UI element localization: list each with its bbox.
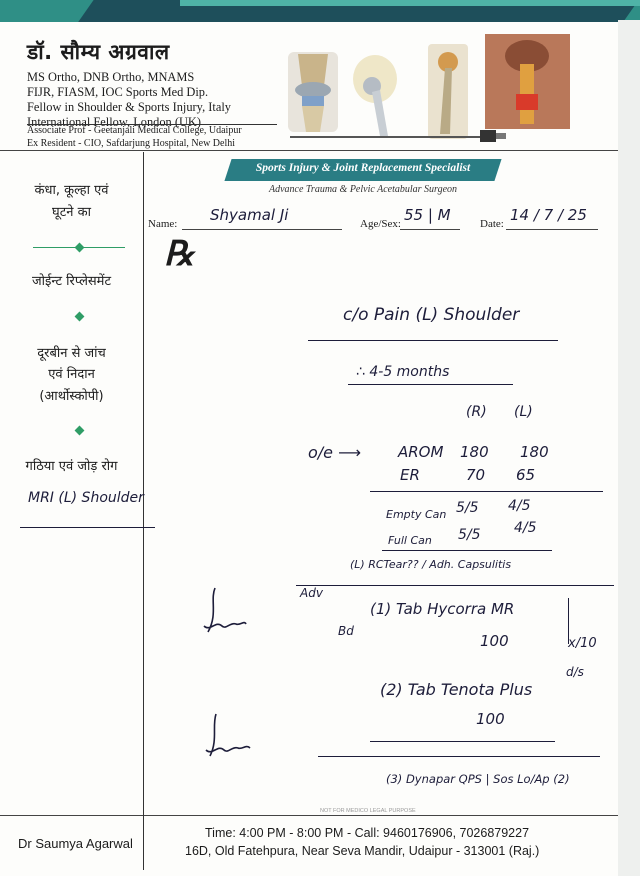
note-underline <box>382 550 552 551</box>
medication-2-duration: d/s <box>566 665 584 679</box>
footer-address: 16D, Old Fatehpura, Near Seva Mandir, Udaipur - 313001 (Raj.) <box>185 844 540 858</box>
note-underline <box>370 491 603 492</box>
full-can-left: 4/5 <box>514 520 537 536</box>
note-underline <box>348 384 513 385</box>
bullet-icon <box>75 426 85 436</box>
date-label: Date: <box>480 218 504 230</box>
qualification-line: MS Ortho, DNB Ortho, MNAMS <box>27 70 195 84</box>
medication-1: (1) Tab Hycorra MR <box>370 600 515 618</box>
note-underline <box>20 527 155 528</box>
empty-can-label: Empty Can <box>386 508 447 521</box>
diagnosis-note: (L) RCTear?? / Adh. Capsulitis <box>350 558 512 571</box>
duration-note: ∴ 4-5 months <box>356 364 450 380</box>
service-label: गठिया एवं जोड़ रोग <box>25 459 118 474</box>
name-label: Name: <box>148 218 178 230</box>
side-left-label: (L) <box>514 404 533 420</box>
service-label: जोईन्ट रिप्लेसमेंट <box>31 274 111 289</box>
service-label: घूटने का <box>52 205 91 220</box>
er-right: 70 <box>466 466 486 484</box>
footer-doctor-name: Dr Saumya Agarwal <box>18 836 133 851</box>
medication-2-dose: 100 <box>476 710 505 728</box>
arom-right: 180 <box>460 443 489 461</box>
rx-icon: ℞ <box>164 236 195 273</box>
signature-icon <box>200 586 250 638</box>
footer-timings: Time: 4:00 PM - 8:00 PM - Call: 9460176906, 7026879227 <box>205 826 530 840</box>
qualification-line: FIJR, FIASM, IOC Sports Med Dip. <box>27 85 209 99</box>
page-edge <box>618 20 640 876</box>
empty-can-left: 4/5 <box>508 498 531 514</box>
date-line <box>506 229 598 230</box>
medication-2: (2) Tab Tenota Plus <box>380 680 533 699</box>
divider <box>0 150 618 151</box>
agesex-label: Age/Sex: <box>360 218 401 230</box>
joint-illustrations <box>280 34 610 144</box>
service-label: (आर्थोस्कोपी) <box>39 389 104 404</box>
spine-illustration-icon <box>485 34 570 129</box>
watermark-text: NOT FOR MEDICO LEGAL PURPOSE <box>320 808 416 814</box>
bullet-icon <box>75 243 85 253</box>
full-can-label: Full Can <box>388 534 432 547</box>
note-underline <box>296 585 614 586</box>
patient-agesex: 55 | M <box>404 206 451 224</box>
position-line: Associate Prof - Geetanjali Medical College, Udaipur <box>27 125 242 136</box>
bracket-line <box>568 598 569 644</box>
arom-label: AROM <box>398 443 444 461</box>
note-underline <box>318 756 600 757</box>
shoulder-implant-icon <box>428 44 468 139</box>
name-line <box>182 229 342 230</box>
position-line: Ex Resident - CIO, Safdarjung Hospital, New Delhi <box>27 137 236 149</box>
hip-implant-icon <box>353 55 397 136</box>
patient-name: Shyamal Ji <box>210 206 289 224</box>
qualification-line: Fellow in Shoulder & Sports Injury, Italy <box>27 100 231 114</box>
column-divider <box>143 815 144 870</box>
positions <box>27 125 242 150</box>
top-banner <box>0 0 640 22</box>
service-label: दूरबीन से जांच <box>37 346 106 361</box>
visit-date: 14 / 7 / 25 <box>510 206 587 224</box>
empty-can-right: 5/5 <box>456 500 479 516</box>
column-divider <box>143 152 144 815</box>
medication-1-duration: x/10 <box>568 636 597 651</box>
side-right-label: (R) <box>466 404 487 420</box>
signature-icon <box>202 712 252 762</box>
knee-implant-icon <box>288 52 338 132</box>
er-label: ER <box>400 466 420 484</box>
er-left: 65 <box>516 466 536 484</box>
service-label: कंधा, कूल्हा एवं <box>34 183 109 198</box>
sub-specialty-text: Advance Trauma & Pelvic Acetabular Surgeon <box>269 184 458 195</box>
doctor-name-hindi: डॉ. सौम्य अग्रवाल <box>27 40 170 64</box>
arom-left: 180 <box>520 443 549 461</box>
note-underline <box>308 340 558 341</box>
exam-label: o/e ⟶ <box>308 443 362 462</box>
complaint-note: c/o Pain (L) Shoulder <box>343 305 520 325</box>
specialty-text: Sports Injury & Joint Replacement Specialist <box>255 162 471 174</box>
bullet-icon <box>75 312 85 322</box>
note-underline <box>370 741 555 742</box>
left-handwritten-note: MRI (L) Shoulder <box>28 490 144 506</box>
divider <box>0 815 618 816</box>
agesex-line <box>400 229 460 230</box>
medication-1-dose: 100 <box>480 632 509 650</box>
medication-3: (3) Dynapar QPS | Sos Lo/Ap (2) <box>386 772 570 786</box>
service-label: एवं निदान <box>48 367 95 382</box>
advice-label: Adv <box>300 586 323 600</box>
letterhead <box>27 38 287 130</box>
frequency-bd: Bd <box>338 624 354 638</box>
full-can-right: 5/5 <box>458 527 481 543</box>
qualification-line: International Fellow, London (UK) <box>27 115 202 129</box>
